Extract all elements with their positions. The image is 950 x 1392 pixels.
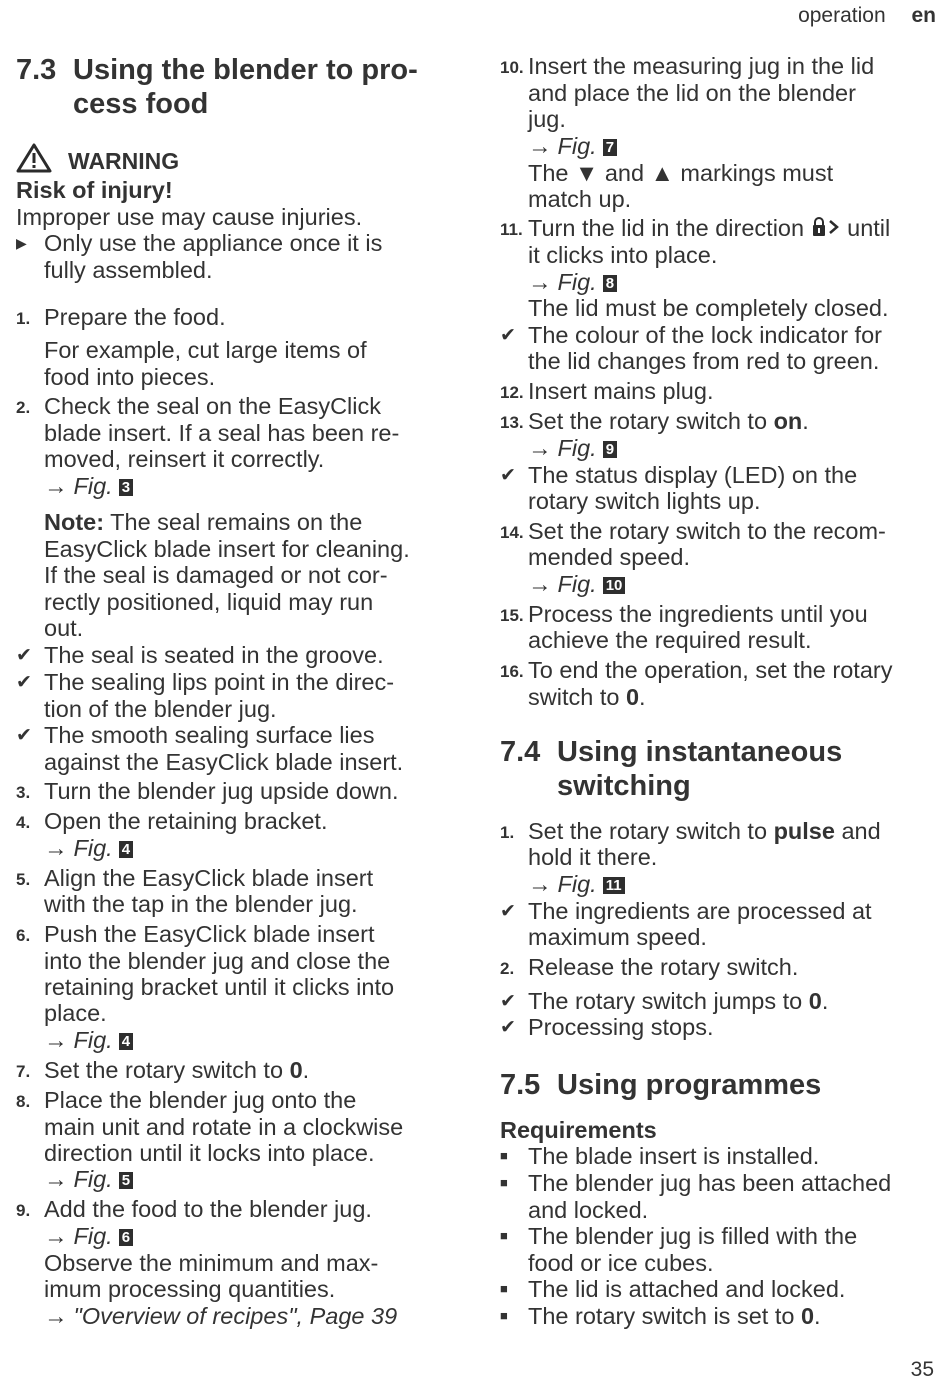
step-14: 14. Set the rotary switch to the recom- <box>500 518 886 544</box>
arrow-right-icon: → <box>44 473 68 499</box>
triangle-down-marker-icon: ▼ <box>575 160 599 186</box>
header-language: en <box>911 4 936 27</box>
arrow-right-icon: → <box>528 133 552 159</box>
step-7: 7. Set the rotary switch to 0. <box>16 1057 310 1083</box>
requirement-item: ■ The blade insert is installed. <box>500 1143 820 1169</box>
requirement-item: ■ The lid is attached and locked. <box>500 1276 846 1302</box>
recipe-page-link[interactable]: → "Overview of recipes", Page 39 <box>44 1303 398 1329</box>
checkmark-icon: ✔ <box>500 465 516 486</box>
arrow-right-icon: → <box>44 1027 68 1053</box>
section-7-3-heading: 7.3 Using the blender to pro-cess food <box>16 53 456 121</box>
warning-heading: WARNING <box>16 143 179 175</box>
requirement-item: ■ The blender jug is filled with the <box>500 1223 858 1249</box>
square-bullet-icon: ■ <box>500 1175 508 1190</box>
step-4: 4. Open the retaining bracket. <box>16 808 328 834</box>
requirement-item: ■ The blender jug has been attached <box>500 1170 892 1196</box>
arrow-right-icon: → <box>528 571 552 597</box>
figure-reference: → Fig. 3 <box>44 473 462 500</box>
warning-text: Improper use may cause injuries. <box>16 204 363 230</box>
note: Note: The seal remains on the <box>44 509 363 535</box>
square-bullet-icon: ■ <box>500 1148 508 1163</box>
checkmark-icon: ✔ <box>500 901 516 922</box>
arrow-right-icon: → <box>44 1223 68 1249</box>
step-1-pulse: 1. Set the rotary switch to pulse and <box>500 818 881 844</box>
step-2: 2. Check the seal on the EasyClick <box>16 393 381 419</box>
checkmark-icon: ✔ <box>500 991 516 1012</box>
requirements-label: Requirements <box>500 1117 657 1143</box>
checkmark-icon: ✔ <box>500 1017 516 1038</box>
step-15: 15. Process the ingredients until you <box>500 601 868 627</box>
result-check: ✔ The colour of the lock indicator for <box>500 322 882 348</box>
action-triangle-icon: ▶ <box>16 235 27 251</box>
result-check: ✔ The smooth sealing surface lies <box>16 722 375 748</box>
result-check: ✔ The status display (LED) on the <box>500 462 858 488</box>
result-check: ✔ The rotary switch jumps to 0. <box>500 988 829 1014</box>
step-16: 16. To end the operation, set the rotary <box>500 657 893 683</box>
step-8: 8. Place the blender jug onto the <box>16 1087 357 1113</box>
page-header <box>798 4 936 28</box>
square-bullet-icon: ■ <box>500 1281 508 1296</box>
arrow-right-icon: → <box>44 835 68 861</box>
header-section: operation <box>798 4 886 27</box>
step-12: 12. Insert mains plug. <box>500 378 714 404</box>
page-number: 35 <box>910 1358 934 1381</box>
figure-reference: → Fig. 5 <box>44 1166 462 1193</box>
section-7-4-title: Using instantaneous switching <box>557 736 843 802</box>
section-7-4-heading: 7.4 Using instantaneous switching <box>500 735 940 803</box>
triangle-up-marker-icon: ▲ <box>650 160 674 186</box>
requirement-item: ■ The rotary switch is set to 0. <box>500 1303 821 1329</box>
figure-reference: → Fig. 11 <box>528 871 946 898</box>
step-10: 10. Insert the measuring jug in the lid <box>500 53 875 79</box>
warning-triangle-icon <box>16 143 52 173</box>
square-bullet-icon: ■ <box>500 1308 508 1323</box>
arrow-right-icon: → <box>528 269 552 295</box>
checkmark-icon: ✔ <box>16 672 32 693</box>
step-2-release: 2. Release the rotary switch. <box>500 954 799 980</box>
step-1: 1. Prepare the food. <box>16 304 226 330</box>
figure-reference: → Fig. 4 <box>44 1027 462 1054</box>
arrow-right-icon: → <box>528 871 552 897</box>
section-7-3-title: Using the blender to pro-cess food <box>73 54 418 120</box>
step-3: 3. Turn the blender jug upside down. <box>16 778 399 804</box>
figure-reference: → Fig. 10 <box>528 571 946 598</box>
figure-reference: → Fig. 4 <box>44 835 462 862</box>
result-check: ✔ Processing stops. <box>500 1014 714 1040</box>
figure-reference: → Fig. 7 <box>528 133 946 160</box>
section-7-5-heading: 7.5 Using programmes <box>500 1068 940 1102</box>
step-11: 11. Turn the lid in the direction until <box>500 215 891 241</box>
arrow-right-icon: → <box>528 435 552 461</box>
step-13: 13. Set the rotary switch to on. <box>500 408 809 434</box>
step-9: 9. Add the food to the blender jug. <box>16 1196 372 1222</box>
step-5: 5. Align the EasyClick blade insert <box>16 865 374 891</box>
warning-risk: Risk of injury! <box>16 177 173 203</box>
result-check: ✔ The seal is seated in the groove. <box>16 642 384 668</box>
checkmark-icon: ✔ <box>500 325 516 346</box>
section-7-5-title: Using programmes <box>557 1069 822 1101</box>
checkmark-icon: ✔ <box>16 725 32 746</box>
arrow-right-icon: → <box>44 1303 68 1329</box>
figure-reference: → Fig. 9 <box>528 435 946 462</box>
figure-reference: → Fig. 8 <box>528 269 946 296</box>
result-check: ✔ The ingredients are processed at <box>500 898 872 924</box>
step-6: 6. Push the EasyClick blade insert <box>16 921 375 947</box>
checkmark-icon: ✔ <box>16 645 32 666</box>
square-bullet-icon: ■ <box>500 1228 508 1243</box>
lock-arrow-icon <box>811 216 841 238</box>
arrow-right-icon: → <box>44 1166 68 1192</box>
figure-reference: → Fig. 6 <box>44 1223 462 1250</box>
result-check: ✔ The sealing lips point in the direc- <box>16 669 395 695</box>
